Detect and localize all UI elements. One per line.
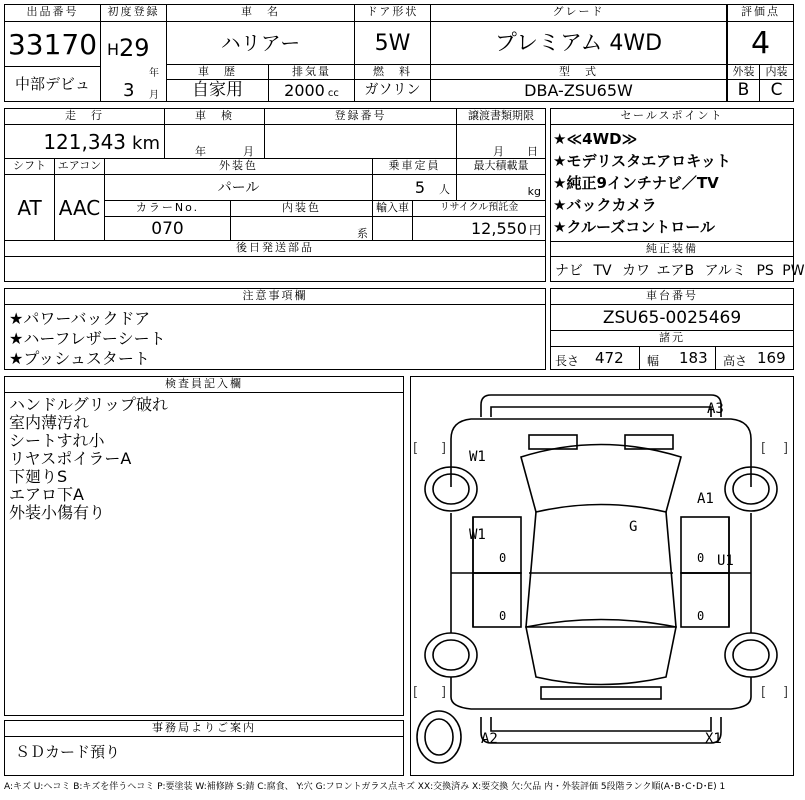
genuine-equipment-label: 純正装備 <box>551 241 793 257</box>
car-diagram <box>411 377 792 774</box>
year-unit: 年 <box>149 68 159 79</box>
right-rear-door <box>681 573 729 627</box>
rear-left-wheel-inner <box>433 640 469 670</box>
rear-right-wheel-inner <box>733 640 769 670</box>
roof <box>526 512 676 627</box>
zero-mark: 0 <box>697 551 705 565</box>
equipment-item: ナビ <box>555 263 583 279</box>
load-unit: kg <box>527 185 541 198</box>
inspector-item: シートすれ小 <box>9 431 105 450</box>
equipment-item: TV <box>593 263 612 279</box>
sales-points-block <box>550 108 805 282</box>
inspector-list <box>9 396 168 522</box>
rear-lamp <box>541 687 661 699</box>
displacement-number: 2000 <box>284 81 325 100</box>
equipment-item: エアB <box>656 263 695 279</box>
damage-mark: A1 <box>697 491 714 507</box>
equipment-item: PW <box>782 263 805 279</box>
damage-mark: A2 <box>481 731 498 747</box>
load-label: 最大積載量 <box>457 159 545 175</box>
transfer-value <box>457 125 545 159</box>
shift-value: AT <box>5 175 55 241</box>
bracket: [ <box>413 441 419 456</box>
mileage-unit: km <box>132 133 160 154</box>
displacement-label: 排気量 <box>269 65 355 80</box>
inspection-year-unit: 年 <box>195 145 206 158</box>
interior-value: C <box>770 80 783 100</box>
inspector-item: リヤスポイラーA <box>9 449 132 468</box>
note-item: ★パワーバックドア <box>9 309 151 328</box>
later-parts-value <box>5 257 545 281</box>
bracket: ] <box>441 441 447 456</box>
notes-block <box>4 288 546 370</box>
score-value: 4 <box>727 22 793 65</box>
inspector-item: 外装小傷有り <box>9 503 106 522</box>
specs-block <box>4 108 546 282</box>
history-label: 車 歴 <box>167 65 269 80</box>
inspection-value <box>165 125 265 159</box>
damage-mark: A3 <box>707 401 724 417</box>
debut-label: 中部デビュ <box>5 67 101 101</box>
office-text: ＳＤカード預り <box>15 743 121 761</box>
header-block <box>4 4 794 102</box>
front-outline <box>451 419 751 439</box>
dims-divider <box>715 347 716 369</box>
year-number: 29 <box>119 34 150 62</box>
history-value: 自家用 <box>167 80 269 101</box>
equipment-item: アルミ <box>704 263 747 279</box>
grade-label: グレード <box>431 5 727 22</box>
damage-map-block <box>410 376 794 776</box>
note-item: ★ハーフレザーシート <box>9 329 166 348</box>
sales-point: ★≪4WD≫ <box>553 130 638 148</box>
first-reg-label: 初度登録 <box>101 5 167 22</box>
bracket: ] <box>783 441 789 456</box>
model-label: 型 式 <box>431 65 727 80</box>
bracket: ] <box>441 685 447 700</box>
left-front-door <box>473 517 521 573</box>
sales-point: ★モデリスタエアロキット <box>553 152 731 170</box>
capacity-number: 5 <box>414 178 425 197</box>
office-label: 事務局よりご案内 <box>5 721 403 737</box>
dims-divider <box>639 347 640 369</box>
damage-mark: W1 <box>469 449 486 465</box>
capacity-unit: 人 <box>439 183 450 196</box>
equipment-item: カワ <box>622 263 651 279</box>
width-label: 幅 <box>647 354 660 368</box>
sales-point: ★クルーズコントロール <box>553 218 715 236</box>
width-value: 183 <box>679 349 708 367</box>
exterior-value: B <box>727 80 760 101</box>
sales-point: ★純正9インチナビ／TV <box>553 174 719 192</box>
mileage-number: 121,343 <box>43 130 127 154</box>
inspector-item: ハンドルグリップ破れ <box>9 395 169 414</box>
ac-value: AAC <box>55 175 105 241</box>
rear-bumper-inner <box>491 717 711 731</box>
displacement-unit: cc <box>327 88 339 99</box>
color-no-value: 070 <box>105 217 231 241</box>
capacity-label: 乗車定員 <box>373 159 457 175</box>
bracket: [ <box>761 441 767 456</box>
zero-mark: 0 <box>697 609 705 623</box>
chassis-label: 車台番号 <box>551 289 793 305</box>
zero-mark: 0 <box>499 609 507 623</box>
interior-label: 内装 <box>760 65 793 80</box>
color-no-label: カラーNo. <box>105 201 231 217</box>
car-name-label: 車 名 <box>167 5 355 22</box>
rear-window <box>526 620 676 685</box>
notes-label: 注意事項欄 <box>5 289 545 305</box>
transfer-label: 譲渡書類期限 <box>457 109 545 125</box>
import-label: 輸入車 <box>373 201 413 217</box>
legend: A:キズ U:ヘコミ B:キズを伴うヘコミ P:要塗装 W:補修跡 S:錆 C:腐食、 Y:穴 G:フロントガラス点キズ XX:交換済み X:要交換 欠:欠品 内・外装評価 5段階ランク順(A･B･C･D･E) 1 <box>4 782 726 792</box>
bracket: [ <box>761 685 767 700</box>
inspection-month-unit: 月 <box>243 145 254 158</box>
recycle-label: リサイクル預託金 <box>413 201 545 217</box>
front-bumper-inner <box>491 407 711 417</box>
car-name: ハリアー <box>167 22 355 65</box>
recycle-value <box>413 217 545 241</box>
chassis-number: ZSU65-0025469 <box>551 305 793 331</box>
damage-mark: X1 <box>705 731 722 747</box>
door-value: 5W <box>355 22 431 65</box>
capacity-value <box>373 175 457 201</box>
inspector-label: 検査員記入欄 <box>5 377 403 393</box>
exterior-label: 外装 <box>727 65 760 80</box>
reg-no-label: 登録番号 <box>265 109 457 125</box>
inspector-block <box>4 376 404 716</box>
sales-points-list <box>553 128 791 238</box>
inspector-item: 下廻りS <box>9 467 68 486</box>
lot-number: 33170 <box>5 22 101 67</box>
transfer-day-unit: 日 <box>527 145 538 158</box>
score-label: 評価点 <box>727 5 793 22</box>
import-value <box>373 217 413 241</box>
displacement-value <box>269 80 355 101</box>
note-item: ★プッシュスタート <box>9 349 150 368</box>
chassis-block <box>550 288 794 370</box>
recycle-number: 12,550 <box>471 219 527 238</box>
reg-no-value <box>265 125 457 159</box>
office-block <box>4 720 404 776</box>
fuel-label: 燃 料 <box>355 65 431 80</box>
color-value: パール <box>105 175 373 201</box>
month-unit: 月 <box>149 90 159 101</box>
inspector-item: 室内薄汚れ <box>9 413 90 432</box>
rear-outline <box>451 677 751 709</box>
length-value: 472 <box>595 349 624 367</box>
lot-label: 出品番号 <box>5 5 101 22</box>
ac-label: エアコン <box>55 159 105 175</box>
dims-label: 諸元 <box>551 331 793 347</box>
inspection-label: 車 検 <box>165 109 265 125</box>
rear-bumper <box>481 717 721 743</box>
notes-list <box>9 309 166 369</box>
int-color-unit: 系 <box>357 227 368 240</box>
recycle-unit: 円 <box>528 223 541 237</box>
height-label: 高さ <box>723 354 748 368</box>
mileage-label: 走 行 <box>5 109 165 125</box>
sales-point: ★バックカメラ <box>553 196 657 214</box>
door-label: ドア形状 <box>355 5 431 22</box>
height-value: 169 <box>757 349 786 367</box>
int-color-label: 内装色 <box>231 201 373 217</box>
bracket: [ <box>413 685 419 700</box>
int-color-value <box>231 217 373 241</box>
mileage-value <box>5 125 165 159</box>
damage-mark: G <box>629 519 638 535</box>
load-value <box>457 175 545 201</box>
zero-mark: 0 <box>499 551 507 565</box>
grade-value: プレミアム 4WD <box>431 22 727 65</box>
first-reg-value <box>101 22 167 101</box>
inspector-item: エアロ下A <box>9 485 84 504</box>
left-rear-door <box>473 573 521 627</box>
windshield <box>521 445 681 513</box>
damage-mark: U1 <box>717 553 734 569</box>
model-value: DBA-ZSU65W <box>431 80 727 101</box>
spare-wheel-inner <box>425 719 453 755</box>
front-bumper <box>481 395 721 417</box>
length-label: 長さ <box>555 354 580 368</box>
damage-mark: W1 <box>469 527 486 543</box>
dims-row <box>551 347 793 369</box>
month-number: 3 <box>123 80 135 101</box>
transfer-month-unit: 月 <box>493 145 504 158</box>
fuel-value: ガソリン <box>355 80 431 101</box>
era: H <box>107 40 120 59</box>
later-parts-label: 後日発送部品 <box>5 241 545 257</box>
bracket: ] <box>783 685 789 700</box>
genuine-equipment-list <box>555 260 805 280</box>
equipment-item: PS <box>756 263 774 279</box>
color-label: 外装色 <box>105 159 373 175</box>
sales-points-label: セールスポイント <box>551 109 793 125</box>
shift-label: シフト <box>5 159 55 175</box>
